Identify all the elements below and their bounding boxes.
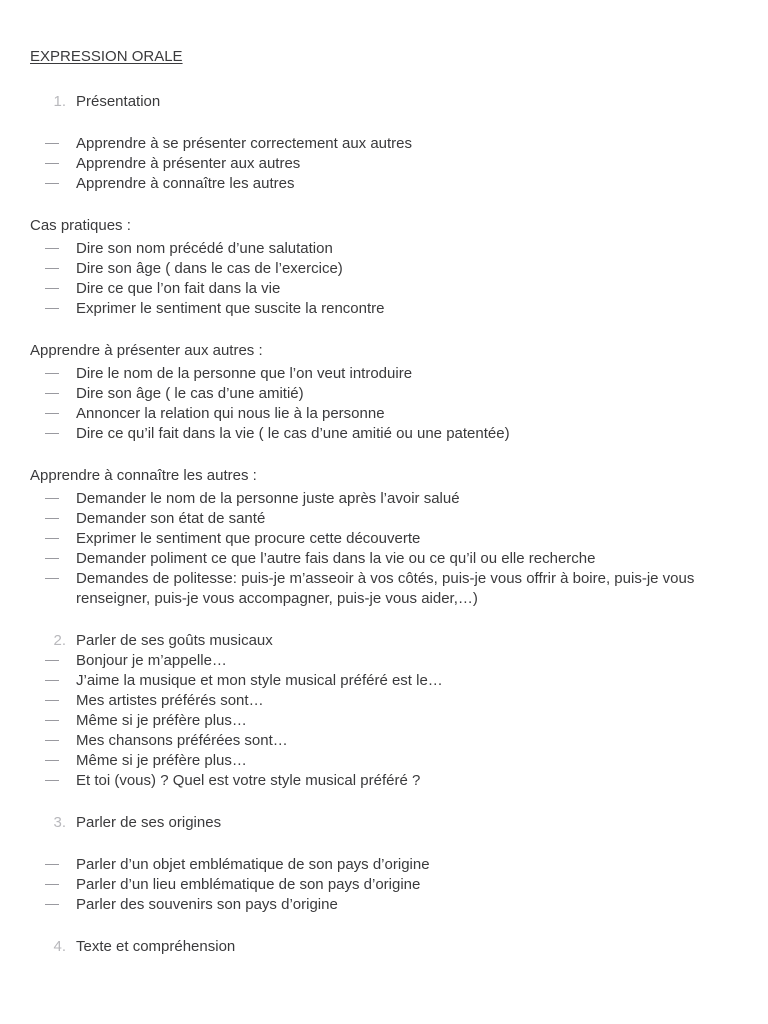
list-item — [30, 671, 738, 691]
list-item-text: Et toi (vous) ? Quel est votre style musical préféré ? — [76, 772, 421, 789]
list-item — [30, 239, 738, 259]
list-item-text: Mes artistes préférés sont… — [76, 692, 264, 709]
dash-bullet — [45, 720, 59, 721]
dash-bullet — [45, 163, 59, 164]
dash-bullet — [45, 904, 59, 905]
list-item — [30, 404, 738, 424]
list-item-text: Demander poliment ce que l’autre fais dans la vie ou ce qu’il ou elle recherche — [76, 550, 596, 567]
list-item — [30, 771, 738, 791]
numbered-item-1 — [30, 92, 738, 112]
list-item-text: Apprendre à connaître les autres — [76, 175, 295, 192]
list-item-text: Dire ce que l’on fait dans la vie — [76, 280, 281, 297]
list-item-text: Dire le nom de la personne que l’on veut introduire — [76, 365, 413, 382]
list-item — [30, 174, 738, 194]
dash-bullet — [45, 518, 59, 519]
dash-bullet — [45, 538, 59, 539]
dash-bullet — [45, 864, 59, 865]
dash-bullet — [45, 268, 59, 269]
list-item-text: Exprimer le sentiment que procure cette découverte — [76, 530, 421, 547]
list-item-text: J’aime la musique et mon style musical préféré est le… — [76, 672, 443, 689]
list-item — [30, 651, 738, 671]
item-label: Parler de ses goûts musicaux — [76, 632, 273, 649]
list-item — [30, 364, 738, 384]
list-item-text: Même si je préfère plus… — [76, 752, 247, 769]
dash-bullet — [45, 660, 59, 661]
dash-bullet — [45, 433, 59, 434]
dash-bullet — [45, 248, 59, 249]
list-item-text: Demandes de politesse: puis-je m’asseoir à vos côtés, puis-je vous offrir à boire, puis-je vous renseigner, puis-je vous accompagner, puis-je vous aider,…) — [76, 570, 695, 607]
list-item-text: Parler des souvenirs son pays d’origine — [76, 896, 338, 913]
list-item — [30, 549, 738, 569]
dash-bullet — [45, 558, 59, 559]
list-item-text: Apprendre à se présenter correctement aux autres — [76, 135, 413, 152]
subsection-heading: Cas pratiques : — [30, 217, 131, 234]
dash-bullet — [45, 680, 59, 681]
document-title: EXPRESSION ORALE — [30, 48, 183, 65]
dash-bullet — [45, 373, 59, 374]
dash-bullet — [45, 700, 59, 701]
subsection-heading: Apprendre à présenter aux autres : — [30, 342, 263, 359]
list-item-text: Dire ce qu’il fait dans la vie ( le cas d’une amitié ou une patentée) — [76, 425, 510, 442]
list-item — [30, 259, 738, 279]
list-item — [30, 731, 738, 751]
list-item-text: Bonjour je m’appelle… — [76, 652, 227, 669]
numbered-item-3 — [30, 813, 738, 833]
dash-bullet — [45, 578, 59, 579]
list-item — [30, 509, 738, 529]
item-number: 2. — [53, 632, 66, 649]
list-item — [30, 279, 738, 299]
item-number: 1. — [53, 93, 66, 110]
dash-bullet — [45, 183, 59, 184]
list-item-text: Mes chansons préférées sont… — [76, 732, 288, 749]
dash-bullet — [45, 288, 59, 289]
dash-bullet — [45, 498, 59, 499]
list-item — [30, 569, 736, 609]
list-item-text: Parler d’un lieu emblématique de son pays d’origine — [76, 876, 421, 893]
numbered-item-4 — [30, 937, 738, 957]
subsection-heading: Apprendre à connaître les autres : — [30, 467, 257, 484]
list-item-text: Dire son nom précédé d’une salutation — [76, 240, 333, 257]
list-item-text: Même si je préfère plus… — [76, 712, 247, 729]
list-item — [30, 134, 738, 154]
list-item — [30, 529, 738, 549]
list-item — [30, 751, 738, 771]
dash-bullet — [45, 884, 59, 885]
list-item-text: Apprendre à présenter aux autres — [76, 155, 301, 172]
list-item-text: Annoncer la relation qui nous lie à la personne — [76, 405, 385, 422]
list-item — [30, 489, 738, 509]
dash-bullet — [45, 780, 59, 781]
dash-bullet — [45, 760, 59, 761]
list-item-text: Dire son âge ( le cas d’une amitié) — [76, 385, 304, 402]
dash-bullet — [45, 143, 59, 144]
dash-bullet — [45, 393, 59, 394]
list-item — [30, 875, 738, 895]
numbered-item-2 — [30, 631, 738, 651]
list-item — [30, 691, 738, 711]
list-item — [30, 154, 738, 174]
list-item — [30, 384, 738, 404]
list-item — [30, 855, 738, 875]
list-item-text: Dire son âge ( dans le cas de l’exercice) — [76, 260, 343, 277]
list-item — [30, 424, 738, 444]
item-number: 3. — [53, 814, 66, 831]
dash-bullet — [45, 308, 59, 309]
list-item-text: Parler d’un objet emblématique de son pays d’origine — [76, 856, 430, 873]
dash-bullet — [45, 740, 59, 741]
item-number: 4. — [53, 938, 66, 955]
item-label: Texte et compréhension — [76, 938, 236, 955]
item-label: Parler de ses origines — [76, 814, 222, 831]
dash-bullet — [45, 413, 59, 414]
list-item — [30, 711, 738, 731]
list-item — [30, 299, 738, 319]
list-item-text: Demander le nom de la personne juste après l’avoir salué — [76, 490, 460, 507]
list-item-text: Exprimer le sentiment que suscite la rencontre — [76, 300, 385, 317]
item-label: Présentation — [76, 93, 161, 110]
list-item-text: Demander son état de santé — [76, 510, 266, 527]
list-item — [30, 895, 738, 915]
